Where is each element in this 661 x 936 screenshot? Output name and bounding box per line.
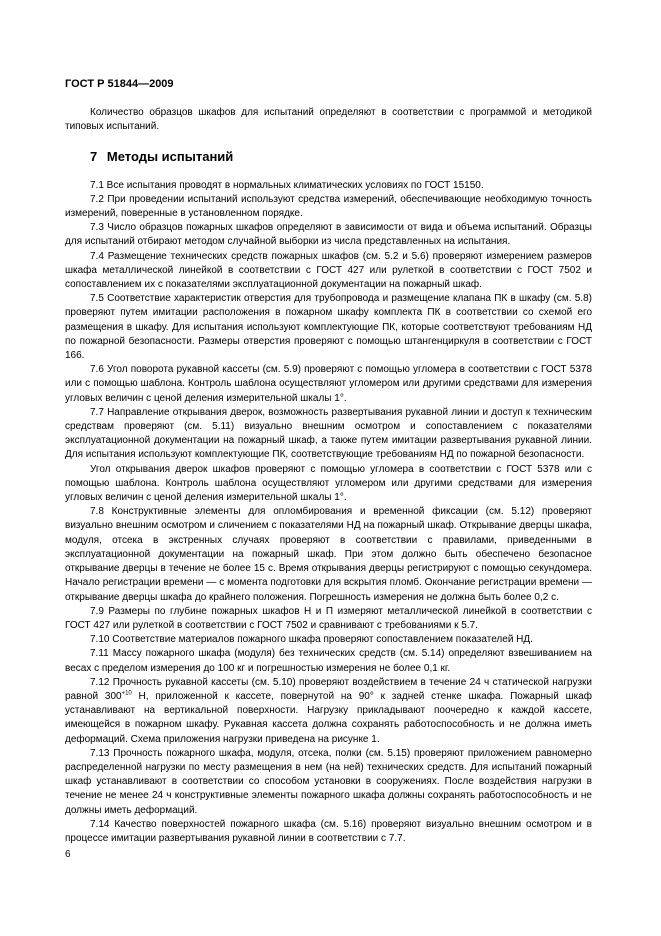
paragraph-7-1: 7.1 Все испытания проводят в нормальных климатических условиях по ГОСТ 15150. xyxy=(90,179,484,191)
paragraph-7-6: 7.6 Угол поворота рукавной кассеты (см. 5.9) проверяют с помощью угломера в соответствии с ГОСТ 5378 или с помощью шаблона. Контроль шаблона осуществляют угломером или другими средствами для измерения угловых величин с ценой деления измерительной шкалы 1°. xyxy=(65,364,592,404)
paragraph-7-8: 7.8 Конструктивные элементы для опломбирования и временной фиксации (см. 5.12) проверяют визуально внешним осмотром и сличением с показателями НД на пожарный шкаф. Открывание дверцы шкафа, модуля, отсека в экстренных случаях проверяют в соответствии с правилами, приведенными в эксплуатационной документации на пожарный шкаф. При этом должно быть обеспечено безопасное открывание дверцы в течение не более 15 с. Время открывания дверцы регистрируют с помощью секундомера. Начало регистрации времени — с момента подготовки для вскрытия пломб. Окончание регистрации времени — открывание дверцы шкафа до крайнего положения. Погрешность измерения не должна быть более 0,2 с. xyxy=(65,506,592,603)
paragraph-7-12-end: Н, приложенной к кассете, повернутой на 90° к задней стенке шкафа. Пожарный шкаф устанавливают на вертикальной поверхности. Нагрузку прикладывают поочередно к каждой кассете, имеющейся в пожарном шкафу. Рукавная кассета должна сохранять работоспособность и не должна иметь деформаций. Схема приложения нагрузки приведена на рисунке 1. xyxy=(65,690,592,745)
paragraph-7-10: 7.10 Соответствие материалов пожарного шкафа проверяют сопоставлением показателей НД. xyxy=(90,634,533,646)
paragraph-7-14: 7.14 Качество поверхностей пожарного шкафа (см. 5.16) проверяют визуально внешним осмотром и в процессе имитации развертывания рукавной линии в соответствии с 7.7. xyxy=(65,818,592,844)
section-title: Методы испытаний xyxy=(106,149,234,165)
page-number: 6 xyxy=(65,849,71,860)
paragraph-7-4: 7.4 Размещение технических средств пожарных шкафов (см. 5.2 и 5.6) проверяют измерением размеров шкафа металлической линейкой в соответствии с ГОСТ 427 или рулеткой в соответствии с ГОСТ 7502 и сопоставлением их с показателями эксплуатационной документации на пожарный шкаф. xyxy=(65,250,592,291)
paragraph-7-9: 7.9 Размеры по глубине пожарных шкафов Н и П измеряют металлической линейкой в соответствии с ГОСТ 427 или рулеткой в соответствии с ГОСТ 7502 и сравнивают с требованиями к 5.7. xyxy=(65,605,592,631)
intro-paragraph: Количество образцов шкафов для испытаний определяют в соответствии с программой и методикой типовых испытаний. xyxy=(65,107,592,133)
paragraph-7-13: 7.13 Прочность пожарного шкафа, модуля, отсека, полки (см. 5.15) проверяют приложением равномерно распределенной нагрузки по месту размещения в нем (на ней) технических средств. Для испытаний пожарный шкаф устанавливают в соответствии со способом установки в сооружениях. После воздействия нагрузки в течение не менее 24 ч конструктивные элементы пожарного шкафа должны сохранять работоспособность и не должны иметь деформаций. xyxy=(65,747,592,816)
standard-header: ГОСТ Р 51844—2009 xyxy=(65,78,174,90)
section-number: 7 xyxy=(90,149,98,165)
paragraph-7-7-angle: Угол открывания дверок шкафов проверяют с помощью угломера в соответствии с ГОСТ 5378 или с помощью шаблона. Контроль шаблона осуществляют угломером или другими средствами для измерения угловых величин с ценой деления измерительной шкалы 1°. xyxy=(65,463,592,504)
paragraph-7-7: 7.7 Направление открывания дверок, возможность развертывания рукавной линии и доступ к техническим средствам проверяют (см. 5.11) визуально внешним осмотром и сопоставлением с показателями эксплуатационной документации на пожарный шкаф, а также путем имитации развертывания рукавной линии. Для испытания используют комплектующие ПК, соответствующие требованиям НД по пожарной безопасности. xyxy=(65,406,592,461)
page-content xyxy=(65,106,592,846)
paragraph-7-3: 7.3 Число образцов пожарных шкафов определяют в зависимости от вида и объема испытаний. Образцы для испытаний отбирают методом случайной выборки из числа представленных на испытания. xyxy=(65,222,592,248)
paragraph-7-12-start: 7.12 Прочность рукавной кассеты (см. 5.10) проверяют воздействием в течение 24 ч статической нагрузки равной 300 xyxy=(65,676,592,702)
tolerance-superscript: +10 xyxy=(121,690,132,697)
paragraph-7-11: 7.11 Массу пожарного шкафа (модуля) без технических средств (см. 5.14) определяют взвешиванием на весах с пределом измерения до 100 кг и погрешностью измерения не более 0,1 кг. xyxy=(65,648,592,674)
paragraph-7-2: 7.2 При проведении испытаний используют средства измерений, обеспечивающие необходимую точность измерений, поверенные в установленном порядке. xyxy=(65,193,592,220)
paragraph-7-12 xyxy=(65,676,592,747)
section-heading xyxy=(90,150,592,164)
paragraph-7-5: 7.5 Соответствие характеристик отверстия для трубопровода и размещение клапана ПК в шкафу (см. 5.8) проверяют путем имитации расположения в пожарном шкафу комплекта ПК в соответствии со схемой его размещения в шкафу. Для испытания используют комплектующие ПК, которые соответствуют требованиям НД по пожарной безопасности. Размеры отверстия проверяют с помощью штангенциркуля в соответствии с ГОСТ 166. xyxy=(65,293,592,362)
